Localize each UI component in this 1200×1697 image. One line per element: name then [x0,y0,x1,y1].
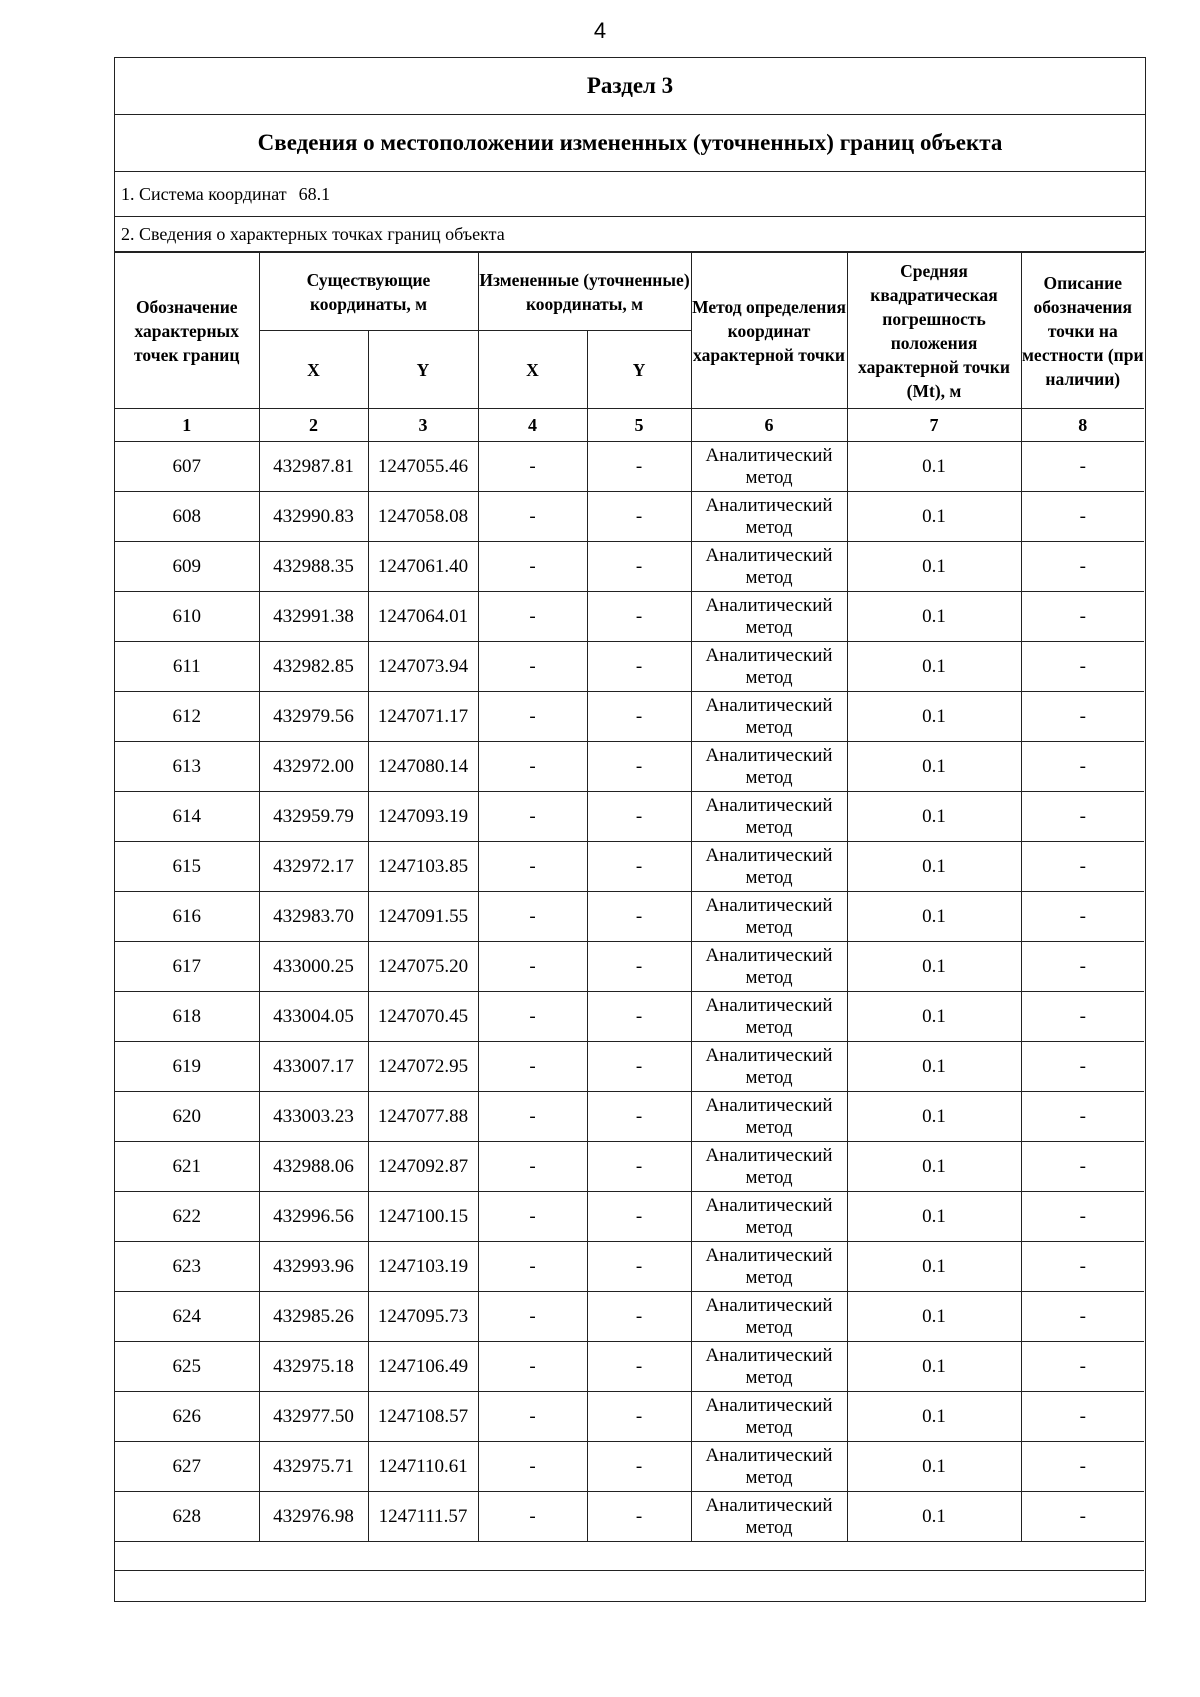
existing-y-cell: 1247095.73 [368,1292,478,1342]
description-cell: - [1021,742,1144,792]
changed-y-cell: - [587,542,691,592]
points-table [115,252,1144,1571]
changed-y-cell: - [587,1392,691,1442]
header-changed-coords: Измененные (уточненные) координаты, м [478,253,691,331]
existing-y-cell: 1247110.61 [368,1442,478,1492]
method-cell: Аналитический метод [691,492,847,542]
column-number-cell: 6 [691,409,847,442]
mt-error-cell: 0.1 [847,992,1021,1042]
existing-y-cell: 1247077.88 [368,1092,478,1142]
coord-system-label: 1. Система координат [121,183,287,204]
header-existing-y: Y [368,331,478,409]
description-cell: - [1021,692,1144,742]
method-cell: Аналитический метод [691,1042,847,1092]
changed-x-cell: - [478,1392,587,1442]
existing-y-cell: 1247058.08 [368,492,478,542]
changed-y-cell: - [587,592,691,642]
changed-x-cell: - [478,942,587,992]
description-cell: - [1021,1492,1144,1542]
mt-error-cell: 0.1 [847,1292,1021,1342]
mt-error-cell: 0.1 [847,1242,1021,1292]
changed-y-cell: - [587,1242,691,1292]
mt-error-cell: 0.1 [847,942,1021,992]
existing-y-cell: 1247071.17 [368,692,478,742]
existing-y-cell: 1247080.14 [368,742,478,792]
header-designation: Обозначение характерных точек границ [115,253,259,409]
method-cell: Аналитический метод [691,1492,847,1542]
table-row [115,642,1144,692]
table-row [115,942,1144,992]
point-id-cell: 617 [115,942,259,992]
changed-y-cell: - [587,1192,691,1242]
existing-x-cell: 432996.56 [259,1192,368,1242]
mt-error-cell: 0.1 [847,642,1021,692]
existing-y-cell: 1247092.87 [368,1142,478,1192]
method-cell: Аналитический метод [691,692,847,742]
table-row [115,492,1144,542]
existing-x-cell: 432987.81 [259,442,368,492]
point-id-cell: 621 [115,1142,259,1192]
point-id-cell: 616 [115,892,259,942]
header-description: Описание обозначения точки на местности (при наличии) [1021,253,1144,409]
method-cell: Аналитический метод [691,992,847,1042]
header-changed-x: X [478,331,587,409]
table-row [115,1392,1144,1442]
existing-x-cell: 432979.56 [259,692,368,742]
existing-y-cell: 1247055.46 [368,442,478,492]
points-table-body [115,442,1144,1542]
description-cell: - [1021,642,1144,692]
changed-x-cell: - [478,1242,587,1292]
changed-y-cell: - [587,1142,691,1192]
changed-y-cell: - [587,492,691,542]
method-cell: Аналитический метод [691,742,847,792]
changed-x-cell: - [478,1442,587,1492]
existing-y-cell: 1247103.19 [368,1242,478,1292]
point-id-cell: 612 [115,692,259,742]
column-number-cell: 3 [368,409,478,442]
changed-y-cell: - [587,942,691,992]
changed-y-cell: - [587,1492,691,1542]
table-row [115,442,1144,492]
table-row [115,992,1144,1042]
existing-x-cell: 432959.79 [259,792,368,842]
existing-x-cell: 432972.17 [259,842,368,892]
changed-x-cell: - [478,742,587,792]
existing-x-cell: 432975.18 [259,1342,368,1392]
coord-system-line [115,172,1145,217]
changed-y-cell: - [587,692,691,742]
column-number-cell: 2 [259,409,368,442]
existing-x-cell: 432988.35 [259,542,368,592]
existing-x-cell: 433007.17 [259,1042,368,1092]
mt-error-cell: 0.1 [847,1392,1021,1442]
point-id-cell: 626 [115,1392,259,1442]
method-cell: Аналитический метод [691,442,847,492]
mt-error-cell: 0.1 [847,442,1021,492]
section-subtitle: Сведения о местоположении измененных (уточненных) границ объекта [115,115,1145,172]
changed-y-cell: - [587,1342,691,1392]
existing-y-cell: 1247091.55 [368,892,478,942]
mt-error-cell: 0.1 [847,842,1021,892]
method-cell: Аналитический метод [691,1292,847,1342]
table-row [115,542,1144,592]
existing-x-cell: 432985.26 [259,1292,368,1342]
point-id-cell: 613 [115,742,259,792]
changed-y-cell: - [587,842,691,892]
description-cell: - [1021,492,1144,542]
changed-x-cell: - [478,442,587,492]
description-cell: - [1021,842,1144,892]
point-id-cell: 622 [115,1192,259,1242]
method-cell: Аналитический метод [691,942,847,992]
changed-y-cell: - [587,892,691,942]
coord-system-value: 68.1 [298,183,331,204]
footer-spacer-cell [115,1542,1144,1571]
mt-error-cell: 0.1 [847,1192,1021,1242]
changed-x-cell: - [478,592,587,642]
existing-y-cell: 1247108.57 [368,1392,478,1442]
existing-x-cell: 432990.83 [259,492,368,542]
existing-x-cell: 433004.05 [259,992,368,1042]
table-row [115,1342,1144,1392]
column-numbers-row [115,409,1144,442]
point-id-cell: 609 [115,542,259,592]
column-number-cell: 5 [587,409,691,442]
document-frame [114,57,1146,1602]
description-cell: - [1021,542,1144,592]
changed-y-cell: - [587,1042,691,1092]
mt-error-cell: 0.1 [847,1142,1021,1192]
header-changed-y: Y [587,331,691,409]
table-row [115,1092,1144,1142]
header-existing-x: X [259,331,368,409]
description-cell: - [1021,442,1144,492]
mt-error-cell: 0.1 [847,1042,1021,1092]
point-id-cell: 625 [115,1342,259,1392]
existing-y-cell: 1247064.01 [368,592,478,642]
changed-y-cell: - [587,1092,691,1142]
description-cell: - [1021,1442,1144,1492]
header-error: Средняя квадратическая погрешность положения характерной точки (Mt), м [847,253,1021,409]
description-cell: - [1021,1092,1144,1142]
column-number-cell: 7 [847,409,1021,442]
point-id-cell: 615 [115,842,259,892]
method-cell: Аналитический метод [691,592,847,642]
table-row [115,742,1144,792]
method-cell: Аналитический метод [691,1342,847,1392]
table-row [115,892,1144,942]
changed-x-cell: - [478,1042,587,1092]
changed-x-cell: - [478,892,587,942]
method-cell: Аналитический метод [691,892,847,942]
existing-x-cell: 432975.71 [259,1442,368,1492]
point-id-cell: 611 [115,642,259,692]
table-row [115,842,1144,892]
method-cell: Аналитический метод [691,792,847,842]
description-cell: - [1021,1242,1144,1292]
column-number-cell: 1 [115,409,259,442]
changed-y-cell: - [587,642,691,692]
changed-x-cell: - [478,1092,587,1142]
changed-y-cell: - [587,1442,691,1492]
header-method: Метод определения координат характерной точки [691,253,847,409]
description-cell: - [1021,942,1144,992]
changed-x-cell: - [478,1142,587,1192]
page-number: 4 [593,18,607,43]
point-id-cell: 619 [115,1042,259,1092]
existing-y-cell: 1247100.15 [368,1192,478,1242]
point-id-cell: 610 [115,592,259,642]
mt-error-cell: 0.1 [847,892,1021,942]
changed-x-cell: - [478,842,587,892]
mt-error-cell: 0.1 [847,1442,1021,1492]
table-row [115,1242,1144,1292]
table-row [115,1492,1144,1542]
method-cell: Аналитический метод [691,1192,847,1242]
changed-y-cell: - [587,442,691,492]
method-cell: Аналитический метод [691,1242,847,1292]
existing-y-cell: 1247072.95 [368,1042,478,1092]
point-id-cell: 618 [115,992,259,1042]
existing-y-cell: 1247061.40 [368,542,478,592]
table-row [115,1042,1144,1092]
method-cell: Аналитический метод [691,842,847,892]
existing-y-cell: 1247103.85 [368,842,478,892]
header-existing-coords: Существующие координаты, м [259,253,478,331]
existing-y-cell: 1247070.45 [368,992,478,1042]
point-id-cell: 608 [115,492,259,542]
existing-x-cell: 432983.70 [259,892,368,942]
mt-error-cell: 0.1 [847,542,1021,592]
existing-x-cell: 432972.00 [259,742,368,792]
changed-x-cell: - [478,792,587,842]
description-cell: - [1021,1042,1144,1092]
mt-error-cell: 0.1 [847,1492,1021,1542]
description-cell: - [1021,1142,1144,1192]
existing-y-cell: 1247073.94 [368,642,478,692]
table-row [115,592,1144,642]
method-cell: Аналитический метод [691,642,847,692]
table-row [115,1142,1144,1192]
table-footer-spacer [115,1542,1144,1571]
description-cell: - [1021,1192,1144,1242]
existing-x-cell: 433003.23 [259,1092,368,1142]
existing-y-cell: 1247111.57 [368,1492,478,1542]
existing-x-cell: 432988.06 [259,1142,368,1192]
changed-x-cell: - [478,492,587,542]
changed-y-cell: - [587,792,691,842]
description-cell: - [1021,1292,1144,1342]
point-id-cell: 627 [115,1442,259,1492]
point-id-cell: 614 [115,792,259,842]
mt-error-cell: 0.1 [847,1342,1021,1392]
point-id-cell: 628 [115,1492,259,1542]
column-number-cell: 4 [478,409,587,442]
mt-error-cell: 0.1 [847,492,1021,542]
table-row [115,1442,1144,1492]
existing-x-cell: 432982.85 [259,642,368,692]
changed-x-cell: - [478,1492,587,1542]
existing-x-cell: 433000.25 [259,942,368,992]
table-row [115,1292,1144,1342]
changed-x-cell: - [478,1342,587,1392]
existing-y-cell: 1247075.20 [368,942,478,992]
description-cell: - [1021,1392,1144,1442]
point-id-cell: 624 [115,1292,259,1342]
mt-error-cell: 0.1 [847,1092,1021,1142]
mt-error-cell: 0.1 [847,742,1021,792]
changed-x-cell: - [478,642,587,692]
existing-y-cell: 1247093.19 [368,792,478,842]
changed-x-cell: - [478,992,587,1042]
description-cell: - [1021,892,1144,942]
mt-error-cell: 0.1 [847,592,1021,642]
method-cell: Аналитический метод [691,1092,847,1142]
point-id-cell: 607 [115,442,259,492]
description-cell: - [1021,592,1144,642]
changed-x-cell: - [478,1192,587,1242]
method-cell: Аналитический метод [691,1442,847,1492]
changed-x-cell: - [478,1292,587,1342]
method-cell: Аналитический метод [691,1392,847,1442]
existing-x-cell: 432976.98 [259,1492,368,1542]
table-row [115,1192,1144,1242]
existing-x-cell: 432977.50 [259,1392,368,1442]
changed-x-cell: - [478,692,587,742]
table-row [115,792,1144,842]
description-cell: - [1021,792,1144,842]
point-id-cell: 620 [115,1092,259,1142]
description-cell: - [1021,992,1144,1042]
section-title: Раздел 3 [115,58,1145,115]
method-cell: Аналитический метод [691,542,847,592]
changed-x-cell: - [478,542,587,592]
existing-y-cell: 1247106.49 [368,1342,478,1392]
existing-x-cell: 432993.96 [259,1242,368,1292]
description-cell: - [1021,1342,1144,1392]
mt-error-cell: 0.1 [847,692,1021,742]
table-row [115,692,1144,742]
point-id-cell: 623 [115,1242,259,1292]
existing-x-cell: 432991.38 [259,592,368,642]
method-cell: Аналитический метод [691,1142,847,1192]
mt-error-cell: 0.1 [847,792,1021,842]
points-label: 2. Сведения о характерных точках границ объекта [115,217,1145,252]
changed-y-cell: - [587,742,691,792]
column-number-cell: 8 [1021,409,1144,442]
changed-y-cell: - [587,992,691,1042]
changed-y-cell: - [587,1292,691,1342]
